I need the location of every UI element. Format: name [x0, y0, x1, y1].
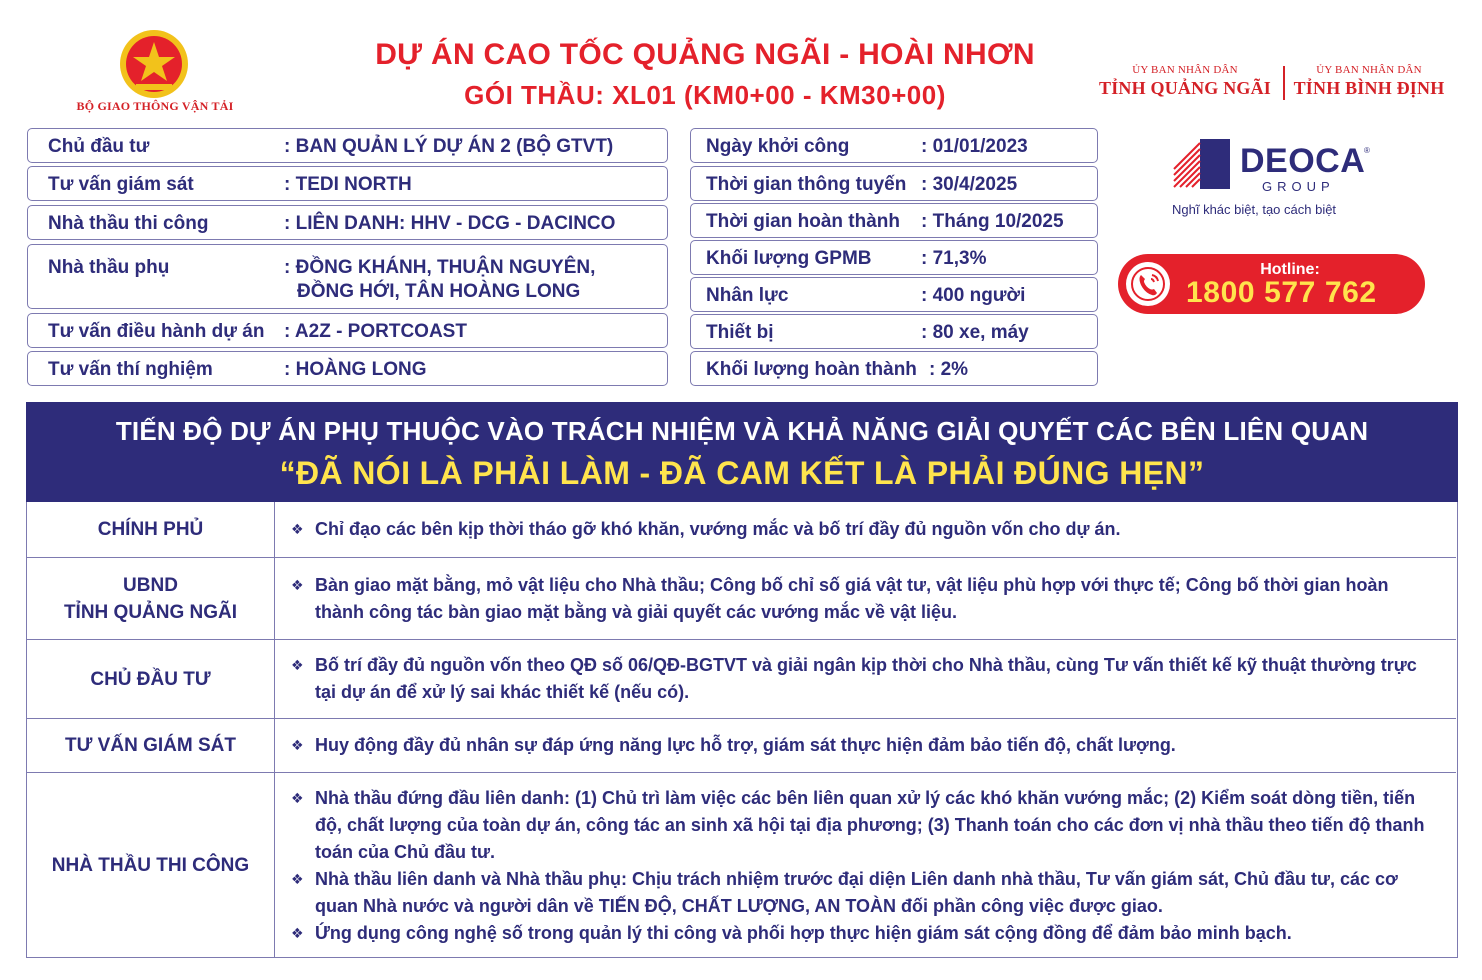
deoca-wordmark: DEOCA	[1240, 142, 1366, 180]
diamond-bullet-icon: ❖	[291, 870, 304, 887]
deoca-slogan: Nghĩ khác biệt, tạo cách biệt	[1172, 202, 1337, 217]
province-left-committee: ỦY BAN NHÂN DÂN	[1132, 64, 1238, 76]
deoca-group-text: GROUP	[1262, 179, 1335, 194]
info-box-land-clearance	[690, 240, 1098, 275]
deoca-logo-icon	[1172, 135, 1232, 193]
table-row	[27, 558, 1456, 640]
diamond-bullet-icon: ❖	[291, 521, 304, 537]
info-value: : HOÀNG LONG	[284, 359, 427, 380]
national-emblem-icon	[118, 28, 190, 100]
info-value: : 2%	[929, 359, 969, 380]
party-cell	[27, 640, 275, 718]
info-box-contractor	[27, 205, 668, 240]
duty-item	[289, 866, 1438, 920]
info-box-lab-consultant	[27, 351, 668, 386]
info-box-open-date	[690, 166, 1098, 201]
info-value: : ĐỒNG KHÁNH, THUẬN NGUYÊN,	[284, 257, 596, 278]
info-label: Thời gian thông tuyến	[706, 174, 907, 195]
duty-cell	[289, 640, 1438, 718]
province-right	[1284, 64, 1454, 99]
duty-text: Bàn giao mặt bằng, mỏ vật liệu cho Nhà thầu; Công bố chỉ số giá vật tư, vật liệu phù hợp với thực tế; Công bố thời gian hoàn thành công tác bàn giao mặt bằng và giải quyết các vướng mắc về vật liệu.	[315, 574, 1389, 622]
duty-text: Chỉ đạo các bên kịp thời tháo gỡ khó khăn, vướng mắc và bố trí đầy đủ nguồn vốn cho dự án.	[315, 519, 1121, 539]
info-box-progress	[690, 351, 1098, 386]
diamond-bullet-icon: ❖	[291, 576, 304, 593]
province-left-name: TỈNH QUẢNG NGÃI	[1098, 78, 1271, 98]
info-value: : LIÊN DANH: HHV - DCG - DACINCO	[284, 213, 616, 234]
info-label: Khối lượng GPMB	[706, 248, 872, 269]
diamond-bullet-icon: ❖	[291, 737, 304, 753]
diamond-bullet-icon: ❖	[291, 657, 304, 673]
duty-cell	[289, 773, 1438, 958]
province-right-name: TỈNH BÌNH ĐỊNH	[1293, 78, 1445, 98]
duty-cell	[289, 502, 1438, 557]
province-left	[1090, 64, 1280, 99]
info-label: Nhà thầu thi công	[48, 213, 209, 234]
info-value: : A2Z - PORTCOAST	[284, 321, 467, 342]
duty-item	[289, 516, 1438, 543]
info-label: Chủ đầu tư	[48, 136, 150, 157]
info-box-workforce	[690, 277, 1098, 312]
duty-text: Nhà thầu đứng đầu liên danh: (1) Chủ trì làm việc các bên liên quan xử lý các khó khăn vướng mắc; (2) Kiểm soát dòng tiền, tiến độ, chất lượng của toàn dự án, công tác an sinh xã hội tại địa phương; (3) Thanh toán cho các đơn vị nhà thầu theo tiến độ thanh toán của Chủ đầu tư.	[315, 787, 1425, 862]
table-row	[27, 502, 1456, 558]
diamond-bullet-icon: ❖	[291, 789, 304, 806]
info-label: Tư vấn thí nghiệm	[48, 359, 213, 380]
info-box-start-date	[690, 128, 1098, 163]
info-box-subcontractor	[27, 244, 668, 309]
hotline-number: 1800 577 762	[1186, 276, 1377, 309]
banner-headline: TIẾN ĐỘ DỰ ÁN PHỤ THUỘC VÀO TRÁCH NHIỆM VÀ KHẢ NĂNG GIẢI QUYẾT CÁC BÊN LIÊN QUAN	[115, 416, 1369, 446]
info-value: : 30/4/2025	[921, 174, 1018, 195]
duty-text: Huy động đầy đủ nhân sự đáp ứng năng lực hỗ trợ, giám sát thực hiện đảm bảo tiến độ, chất lượng.	[315, 735, 1176, 755]
info-label: Thời gian hoàn thành	[706, 211, 900, 232]
party-cell	[27, 719, 275, 772]
party-cell	[27, 773, 275, 958]
table-row	[27, 719, 1456, 773]
info-value-line2: ĐỒNG HỚI, TÂN HOÀNG LONG	[297, 281, 581, 302]
info-box-supervisor	[27, 166, 668, 201]
info-label: Nhân lực	[706, 285, 789, 306]
duty-item	[289, 920, 1438, 947]
party-name: CHỦ ĐẦU TƯ	[90, 668, 211, 690]
info-label: Tư vấn điều hành dự án	[48, 321, 265, 342]
info-value: : 400 người	[921, 285, 1026, 306]
duty-text: Ứng dụng công nghệ số trong quản lý thi công và phối hợp thực hiện giám sát cộng đồng để đảm bảo minh bạch.	[315, 922, 1292, 943]
phone-icon	[1126, 262, 1170, 306]
ministry-name: BỘ GIAO THÔNG VẬN TẢI	[76, 99, 234, 113]
table-row	[27, 640, 1456, 719]
party-name: CHÍNH PHỦ	[97, 519, 204, 540]
duty-item	[289, 732, 1438, 759]
responsibility-table	[26, 502, 1458, 958]
package-title: GÓI THẦU: XL01 (KM0+00 - KM30+00)	[464, 80, 946, 110]
info-label: Nhà thầu phụ	[48, 257, 170, 278]
duty-text: Bố trí đầy đủ nguồn vốn theo QĐ số 06/QĐ-BGTVT và giải ngân kịp thời cho Nhà thầu, cùng Tư vấn thiết kế kỹ thuật thường trực tại dự án để xử lý sai khác thiết kế (nếu có).	[315, 655, 1417, 702]
info-label: Khối lượng hoàn thành	[706, 359, 917, 380]
info-value: : 01/01/2023	[921, 136, 1028, 157]
table-row	[27, 773, 1456, 958]
duty-item	[289, 785, 1438, 866]
project-title: DỰ ÁN CAO TỐC QUẢNG NGÃI - HOÀI NHƠN	[375, 38, 1035, 71]
hotline-label: Hotline:	[1260, 261, 1320, 278]
info-label: Ngày khởi công	[706, 136, 850, 157]
info-label: Thiết bị	[706, 322, 774, 343]
province-right-committee: ỦY BAN NHÂN DÂN	[1316, 64, 1422, 76]
info-box-equipment	[690, 314, 1098, 349]
diamond-bullet-icon: ❖	[291, 924, 304, 941]
info-box-pm-consultant	[27, 313, 668, 348]
banner-motto: “ĐÃ NÓI LÀ PHẢI LÀM - ĐÃ CAM KẾT LÀ PHẢI ĐÚNG HẸN”	[279, 455, 1205, 491]
duty-text: Nhà thầu liên danh và Nhà thầu phụ: Chịu trách nhiệm trước đại diện Liên danh nhà thầu, Tư vấn giám sát, Chủ đầu tư, các cơ quan Nhà nước và người dân về TIẾN ĐỘ, CHẤT LƯỢNG, AN TOÀN đối phần công việc được giao.	[315, 868, 1398, 916]
duty-cell	[289, 719, 1438, 772]
info-value: : 80 xe, máy	[921, 322, 1029, 343]
party-name: NHÀ THẦU THI CÔNG	[51, 855, 250, 876]
party-cell	[27, 502, 275, 557]
info-box-investor	[27, 128, 668, 163]
info-value: : 71,3%	[921, 248, 987, 269]
info-value: : TEDI NORTH	[284, 174, 412, 195]
info-value: : Tháng 10/2025	[921, 211, 1064, 232]
info-value: : BAN QUẢN LÝ DỰ ÁN 2 (BỘ GTVT)	[284, 136, 614, 157]
info-label: Tư vấn giám sát	[48, 174, 194, 195]
duty-item	[289, 652, 1438, 706]
registered-mark: ®	[1364, 146, 1370, 155]
duty-item	[289, 572, 1438, 626]
party-cell	[27, 558, 275, 639]
duty-cell	[289, 558, 1438, 639]
info-box-completion-date	[690, 203, 1098, 238]
party-name: TỈNH QUẢNG NGÃI	[63, 601, 238, 623]
party-name: TƯ VẤN GIÁM SÁT	[65, 735, 236, 756]
party-name: UBND	[123, 574, 178, 596]
